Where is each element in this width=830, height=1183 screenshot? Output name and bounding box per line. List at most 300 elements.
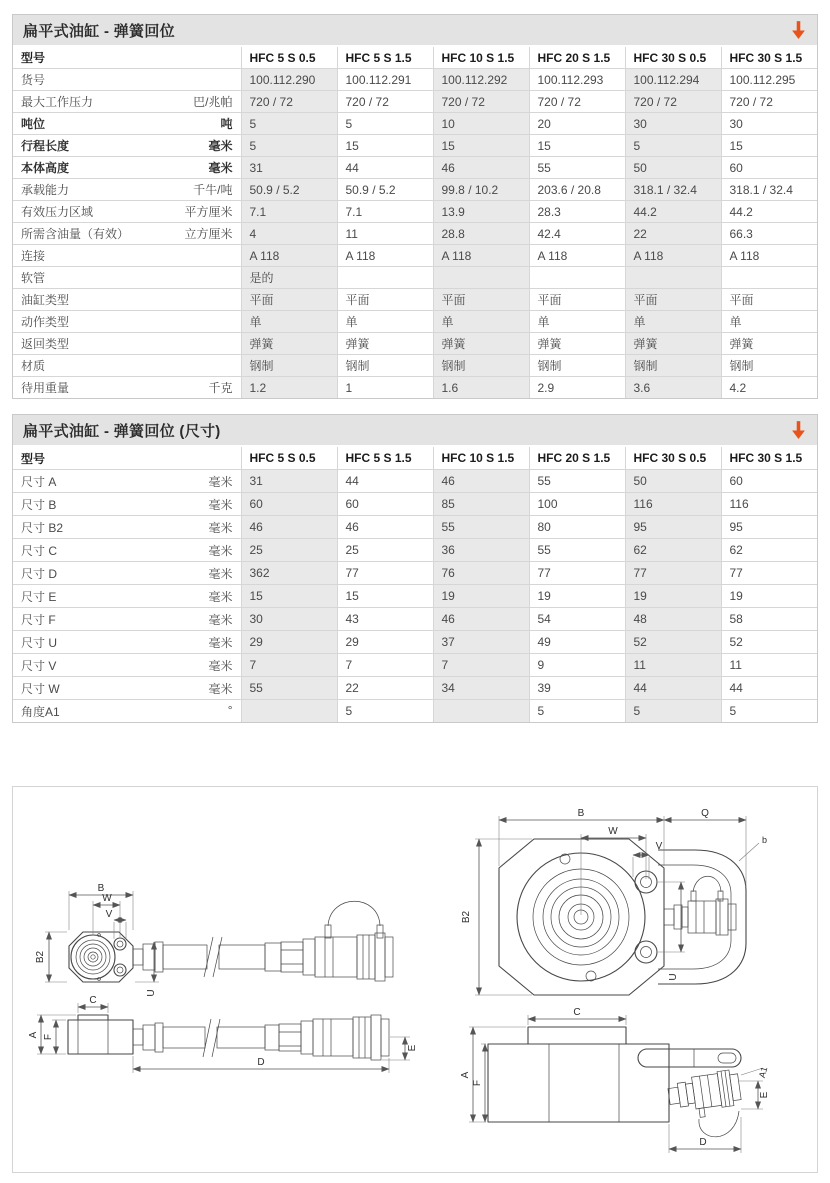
value-cell: 116	[721, 493, 817, 516]
value-cell: 钢制	[529, 355, 625, 377]
front-view-large-with-handle	[461, 808, 767, 995]
side-view-large-with-coupler	[460, 1007, 770, 1153]
row-label: 吨位	[21, 117, 46, 131]
value-cell: 7.1	[337, 201, 433, 223]
value-cell: 单	[721, 311, 817, 333]
value-cell: 11	[721, 654, 817, 677]
row-unit: 毫米	[208, 612, 233, 627]
value-cell: 42.4	[529, 223, 625, 245]
table-row	[13, 223, 817, 245]
value-cell: A 118	[337, 245, 433, 267]
value-cell: 50.9 / 5.2	[337, 179, 433, 201]
value-cell: 弹簧	[337, 333, 433, 355]
table-row	[13, 289, 817, 311]
row-label: 尺寸 W	[21, 681, 60, 696]
value-cell: 46	[433, 470, 529, 493]
table-row	[13, 245, 817, 267]
value-cell: 弹簧	[625, 333, 721, 355]
value-cell: 100	[529, 493, 625, 516]
handle-callout-label: b	[762, 835, 768, 845]
row-label: 尺寸 U	[21, 635, 58, 650]
value-cell: 5	[337, 113, 433, 135]
column-header: HFC 30 S 1.5	[721, 47, 817, 69]
value-cell: 单	[433, 311, 529, 333]
row-unit: 毫米	[208, 566, 233, 581]
row-label: 尺寸 V	[21, 658, 57, 673]
value-cell: 60	[337, 493, 433, 516]
spec-table	[13, 47, 817, 398]
value-cell: 平面	[337, 289, 433, 311]
value-cell: 19	[625, 585, 721, 608]
value-cell: 85	[433, 493, 529, 516]
value-cell: 30	[721, 113, 817, 135]
value-cell	[241, 700, 337, 723]
row-label-cell	[13, 311, 241, 333]
value-cell: 5	[241, 135, 337, 157]
value-cell: 单	[625, 311, 721, 333]
value-cell: 钢制	[625, 355, 721, 377]
row-label: 尺寸 B2	[21, 520, 64, 535]
row-label: 材质	[21, 359, 46, 373]
value-cell: 22	[337, 677, 433, 700]
dim-label-w: W	[102, 893, 112, 904]
value-cell: 720 / 72	[433, 91, 529, 113]
column-header-row	[13, 47, 817, 69]
value-cell: 25	[337, 539, 433, 562]
row-label-cell	[13, 677, 241, 700]
value-cell: 30	[625, 113, 721, 135]
value-cell: 5	[625, 135, 721, 157]
section-header	[13, 15, 817, 47]
row-label-cell	[13, 289, 241, 311]
row-unit: 立方厘米	[184, 227, 233, 241]
dimensions-table-section	[12, 414, 818, 723]
row-label-cell	[13, 267, 241, 289]
value-cell: 100.112.290	[241, 69, 337, 91]
row-unit: 毫米	[208, 497, 233, 512]
value-cell: 31	[241, 157, 337, 179]
row-label-cell	[13, 562, 241, 585]
table-row	[13, 69, 817, 91]
row-label: 本体高度	[21, 161, 70, 175]
value-cell: 60	[721, 470, 817, 493]
value-cell: 1	[337, 377, 433, 399]
row-label-cell	[13, 157, 241, 179]
column-header: HFC 10 S 1.5	[433, 447, 529, 470]
row-unit: °	[227, 702, 233, 717]
dim-label-c: C	[89, 995, 97, 1006]
value-cell	[433, 267, 529, 289]
row-label: 待用重量	[21, 381, 70, 395]
value-cell: 5	[721, 700, 817, 723]
row-unit: 吨	[220, 117, 233, 131]
table-row	[13, 377, 817, 399]
section-title: 扁平式油缸 - 弹簧回位 (尺寸)	[23, 422, 221, 440]
value-cell: 单	[241, 311, 337, 333]
row-label: 最大工作压力	[21, 95, 94, 109]
value-cell: 29	[337, 631, 433, 654]
row-label-cell	[13, 700, 241, 723]
dim-label-q: Q	[701, 808, 709, 819]
dim-label-b: B	[97, 883, 105, 894]
table-row	[13, 493, 817, 516]
row-label-cell	[13, 69, 241, 91]
dim-label-a1: A1	[756, 1065, 770, 1079]
value-cell: 2.9	[529, 377, 625, 399]
value-cell: 5	[337, 700, 433, 723]
value-cell: 44.2	[721, 201, 817, 223]
value-cell: 钢制	[433, 355, 529, 377]
value-cell: 50	[625, 470, 721, 493]
row-label: 有效压力区域	[21, 205, 94, 219]
value-cell: 77	[721, 562, 817, 585]
row-unit: 毫米	[208, 139, 233, 153]
table-row	[13, 333, 817, 355]
column-header: HFC 5 S 0.5	[241, 47, 337, 69]
value-cell: 1.2	[241, 377, 337, 399]
table-row	[13, 113, 817, 135]
table-row	[13, 654, 817, 677]
value-cell: 19	[529, 585, 625, 608]
value-cell: 15	[337, 585, 433, 608]
row-label-cell	[13, 654, 241, 677]
value-cell: 720 / 72	[337, 91, 433, 113]
table-row	[13, 311, 817, 333]
value-cell: 7	[337, 654, 433, 677]
value-cell: 100.112.295	[721, 69, 817, 91]
value-cell: 55	[433, 516, 529, 539]
value-cell: 62	[625, 539, 721, 562]
dim-label-e: E	[759, 1091, 770, 1099]
row-unit: 毫米	[208, 161, 233, 175]
value-cell: 平面	[433, 289, 529, 311]
value-cell: 平面	[625, 289, 721, 311]
row-label: 尺寸 B	[21, 497, 57, 512]
table-row	[13, 631, 817, 654]
row-unit: 毫米	[208, 520, 233, 535]
row-unit: 巴/兆帕	[193, 95, 233, 109]
technical-drawing-panel	[12, 786, 818, 1173]
spec-table-section	[12, 14, 818, 399]
value-cell: 22	[625, 223, 721, 245]
value-cell: 44	[337, 470, 433, 493]
value-cell: 29	[241, 631, 337, 654]
value-cell: 100.112.293	[529, 69, 625, 91]
value-cell: 7	[433, 654, 529, 677]
value-cell: 13.9	[433, 201, 529, 223]
table-row	[13, 157, 817, 179]
row-unit: 千牛/吨	[193, 183, 233, 197]
value-cell: 28.3	[529, 201, 625, 223]
column-header: HFC 5 S 1.5	[337, 47, 433, 69]
value-cell: 弹簧	[529, 333, 625, 355]
value-cell	[433, 700, 529, 723]
jump-down-arrow-icon[interactable]	[790, 421, 807, 440]
column-header-row	[13, 447, 817, 470]
value-cell: 4	[241, 223, 337, 245]
value-cell: 5	[241, 113, 337, 135]
row-label-cell	[13, 355, 241, 377]
dim-label-u: U	[668, 973, 679, 981]
dim-label-b2: B2	[35, 950, 46, 964]
value-cell: 55	[529, 157, 625, 179]
value-cell: A 118	[433, 245, 529, 267]
value-cell: 1.6	[433, 377, 529, 399]
value-cell: A 118	[241, 245, 337, 267]
value-cell: 单	[337, 311, 433, 333]
value-cell: 99.8 / 10.2	[433, 179, 529, 201]
side-view-small-with-hose	[28, 995, 418, 1073]
value-cell: 钢制	[721, 355, 817, 377]
table-row	[13, 562, 817, 585]
value-cell: 55	[529, 539, 625, 562]
value-cell: 平面	[721, 289, 817, 311]
row-label: 尺寸 F	[21, 612, 56, 627]
row-label-cell	[13, 333, 241, 355]
value-cell: 100.112.294	[625, 69, 721, 91]
value-cell: 31	[241, 470, 337, 493]
row-unit: 平方厘米	[184, 205, 233, 219]
value-cell: 50	[625, 157, 721, 179]
row-label: 返回类型	[21, 337, 70, 351]
value-cell	[625, 267, 721, 289]
value-cell: 58	[721, 608, 817, 631]
value-cell: 平面	[241, 289, 337, 311]
technical-drawing	[13, 787, 819, 1172]
value-cell	[529, 267, 625, 289]
value-cell: 15	[337, 135, 433, 157]
row-label-cell	[13, 201, 241, 223]
row-label: 动作类型	[21, 315, 70, 329]
value-cell: 弹簧	[433, 333, 529, 355]
value-cell: 44	[721, 677, 817, 700]
value-cell: 5	[625, 700, 721, 723]
value-cell	[337, 267, 433, 289]
column-header: HFC 30 S 1.5	[721, 447, 817, 470]
row-label: 软管	[21, 271, 46, 285]
value-cell: 318.1 / 32.4	[625, 179, 721, 201]
dim-label-w: W	[608, 826, 618, 837]
value-cell: 15	[721, 135, 817, 157]
column-header: HFC 30 S 0.5	[625, 47, 721, 69]
table-row	[13, 700, 817, 723]
table-row	[13, 201, 817, 223]
value-cell: 55	[529, 470, 625, 493]
value-cell: 720 / 72	[241, 91, 337, 113]
row-label: 油缸类型	[21, 293, 70, 307]
table-row	[13, 470, 817, 493]
dim-label-c: C	[573, 1007, 581, 1018]
value-cell: A 118	[529, 245, 625, 267]
value-cell: 76	[433, 562, 529, 585]
row-label-cell	[13, 585, 241, 608]
value-cell: 是的	[241, 267, 337, 289]
value-cell: 49	[529, 631, 625, 654]
table-row	[13, 91, 817, 113]
value-cell: 52	[721, 631, 817, 654]
row-label: 尺寸 E	[21, 589, 57, 604]
value-cell: 28.8	[433, 223, 529, 245]
table-row	[13, 179, 817, 201]
row-label: 尺寸 C	[21, 543, 58, 558]
table-row	[13, 135, 817, 157]
dim-label-u: U	[146, 989, 157, 997]
value-cell: 203.6 / 20.8	[529, 179, 625, 201]
row-unit: 毫米	[208, 474, 233, 489]
value-cell: 54	[529, 608, 625, 631]
dim-label-a: A	[28, 1031, 39, 1039]
value-cell: 5	[529, 700, 625, 723]
value-cell: 钢制	[241, 355, 337, 377]
column-header: HFC 5 S 0.5	[241, 447, 337, 470]
dim-label-f: F	[43, 1033, 54, 1041]
row-label-cell	[13, 377, 241, 399]
table-row	[13, 355, 817, 377]
value-cell: 11	[337, 223, 433, 245]
row-label: 承载能力	[21, 183, 70, 197]
value-cell: 66.3	[721, 223, 817, 245]
dim-label-b: B	[577, 808, 585, 819]
column-header: HFC 30 S 0.5	[625, 447, 721, 470]
value-cell: 19	[721, 585, 817, 608]
jump-down-arrow-icon[interactable]	[790, 21, 807, 40]
value-cell: 7.1	[241, 201, 337, 223]
value-cell: 15	[433, 135, 529, 157]
value-cell: 720 / 72	[529, 91, 625, 113]
value-cell: 44	[337, 157, 433, 179]
value-cell: 50.9 / 5.2	[241, 179, 337, 201]
section-header	[13, 415, 817, 447]
table-row	[13, 677, 817, 700]
value-cell: 46	[337, 516, 433, 539]
row-unit: 毫米	[208, 635, 233, 650]
value-cell: 弹簧	[241, 333, 337, 355]
row-label-cell	[13, 608, 241, 631]
dim-label-b2: B2	[461, 910, 472, 924]
dim-label-a: A	[460, 1071, 471, 1079]
value-cell: 77	[337, 562, 433, 585]
table-row	[13, 516, 817, 539]
model-column-header: 型号	[13, 447, 241, 470]
table-row	[13, 585, 817, 608]
row-label-cell	[13, 113, 241, 135]
row-label-cell	[13, 223, 241, 245]
value-cell: 95	[625, 516, 721, 539]
column-header: HFC 20 S 1.5	[529, 447, 625, 470]
row-label: 货号	[21, 73, 46, 87]
value-cell: 318.1 / 32.4	[721, 179, 817, 201]
table-row	[13, 608, 817, 631]
value-cell: 52	[625, 631, 721, 654]
value-cell: 单	[529, 311, 625, 333]
column-header: HFC 5 S 1.5	[337, 447, 433, 470]
row-label-cell	[13, 179, 241, 201]
row-label-cell	[13, 135, 241, 157]
value-cell: 46	[433, 157, 529, 179]
value-cell: 362	[241, 562, 337, 585]
section-title: 扁平式油缸 - 弹簧回位	[23, 22, 175, 40]
value-cell: 11	[625, 654, 721, 677]
row-unit: 千克	[208, 381, 233, 395]
value-cell: 20	[529, 113, 625, 135]
value-cell: 44.2	[625, 201, 721, 223]
value-cell: 100.112.292	[433, 69, 529, 91]
value-cell	[721, 267, 817, 289]
value-cell: 720 / 72	[625, 91, 721, 113]
value-cell: 46	[241, 516, 337, 539]
column-header: HFC 20 S 1.5	[529, 47, 625, 69]
value-cell: 39	[529, 677, 625, 700]
row-label-cell	[13, 516, 241, 539]
value-cell: 36	[433, 539, 529, 562]
row-label-cell	[13, 631, 241, 654]
value-cell: 48	[625, 608, 721, 631]
value-cell: 95	[721, 516, 817, 539]
value-cell: 60	[241, 493, 337, 516]
value-cell: 116	[625, 493, 721, 516]
value-cell: 平面	[529, 289, 625, 311]
front-view-small-with-hose	[35, 883, 393, 997]
value-cell: 77	[625, 562, 721, 585]
value-cell: 9	[529, 654, 625, 677]
value-cell: 37	[433, 631, 529, 654]
value-cell: 720 / 72	[721, 91, 817, 113]
row-label: 行程长度	[21, 139, 70, 153]
model-column-header: 型号	[13, 47, 241, 69]
row-label: 连接	[21, 249, 46, 263]
value-cell: 15	[529, 135, 625, 157]
dimensions-table	[13, 447, 817, 722]
value-cell: 55	[241, 677, 337, 700]
row-label: 所需含油量（有效）	[21, 227, 130, 241]
row-unit: 毫米	[208, 658, 233, 673]
value-cell: 4.2	[721, 377, 817, 399]
value-cell: 25	[241, 539, 337, 562]
value-cell: 46	[433, 608, 529, 631]
value-cell: 60	[721, 157, 817, 179]
value-cell: 100.112.291	[337, 69, 433, 91]
value-cell: 19	[433, 585, 529, 608]
row-label-cell	[13, 470, 241, 493]
value-cell: 10	[433, 113, 529, 135]
table-row	[13, 539, 817, 562]
row-label-cell	[13, 493, 241, 516]
value-cell: 15	[241, 585, 337, 608]
value-cell: 弹簧	[721, 333, 817, 355]
row-label-cell	[13, 91, 241, 113]
dim-label-f: F	[472, 1079, 483, 1087]
value-cell: 钢制	[337, 355, 433, 377]
dim-label-d: D	[257, 1057, 265, 1068]
row-label: 尺寸 A	[21, 474, 57, 489]
value-cell: 30	[241, 608, 337, 631]
column-header: HFC 10 S 1.5	[433, 47, 529, 69]
row-unit: 毫米	[208, 543, 233, 558]
row-label-cell	[13, 539, 241, 562]
row-label: 尺寸 D	[21, 566, 58, 581]
value-cell: A 118	[625, 245, 721, 267]
row-label-cell	[13, 245, 241, 267]
value-cell: A 118	[721, 245, 817, 267]
dim-label-e: E	[407, 1044, 418, 1052]
table-row	[13, 267, 817, 289]
value-cell: 44	[625, 677, 721, 700]
value-cell: 7	[241, 654, 337, 677]
dim-label-v: V	[105, 909, 113, 920]
value-cell: 77	[529, 562, 625, 585]
value-cell: 80	[529, 516, 625, 539]
value-cell: 3.6	[625, 377, 721, 399]
